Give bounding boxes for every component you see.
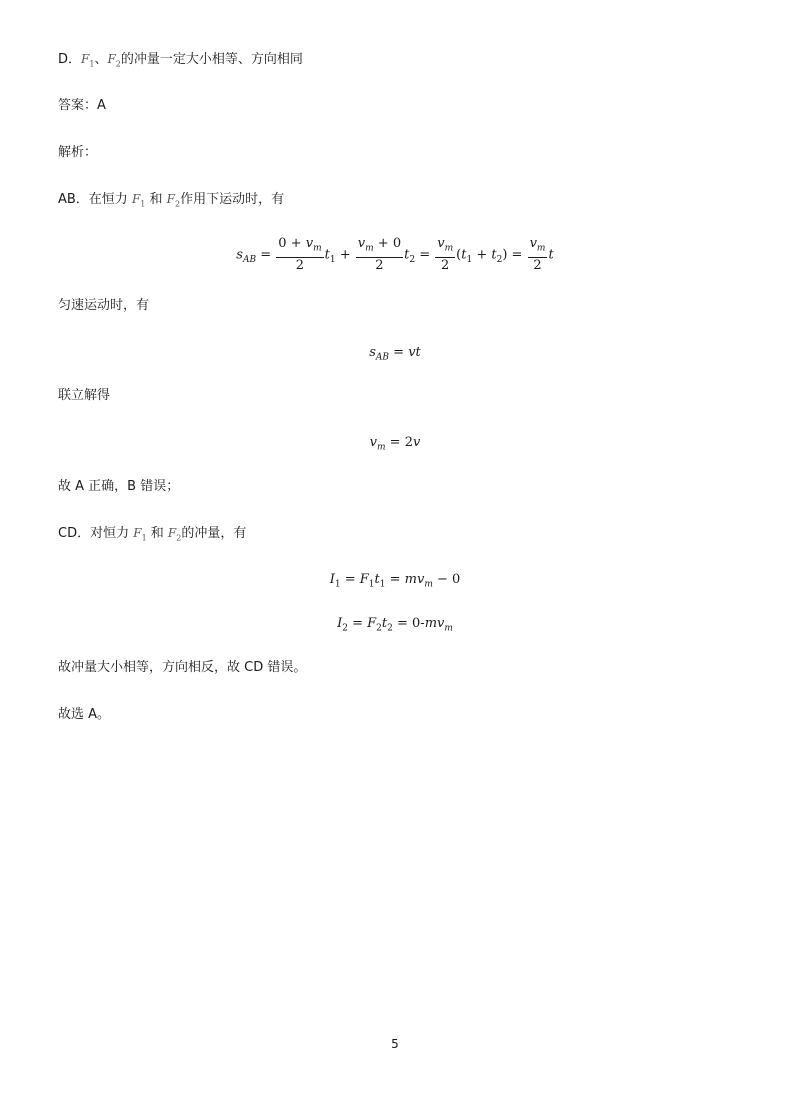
equation-displacement: $s_{AB}$ = $\frac{0 + v_m}{2}$ $t_1$ + $\frac{v_m + 0}{2}$ $t_2$ = $\frac{v_m}{2}$ $(t_1 + t_2)$ = $\frac{v_m}{2}$ t [236, 236, 554, 273]
force-f1: $F_1$ [131, 192, 146, 209]
fraction: $\frac{0 + v_m}{2}$ [278, 236, 322, 273]
fraction: $\frac{v_m + 0}{2}$ [357, 236, 402, 273]
final-answer: 故选 A。 [58, 707, 111, 722]
equation-uniform: $s_{AB}$ = vt [369, 345, 421, 363]
fraction: $\frac{v_m}{2}$ [529, 236, 546, 273]
ab-intro: AB．在恒力 $F_1$ 和 $F_2$作用下运动时，有 [58, 192, 285, 209]
force-f1: $F_1$ [133, 526, 147, 543]
page-number: 5 [391, 1037, 399, 1051]
answer: 答案：A [58, 98, 106, 113]
conclusion-ab: 故 A 正确，B 错误； [58, 479, 180, 494]
cd-intro: CD．对恒力 $F_1$ 和 $F_2$的冲量，有 [58, 526, 247, 543]
uniform-motion-line: 匀速运动时，有 [58, 298, 150, 313]
option-d: D．$F_1$、$F_2$的冲量一定大小相等、方向相同 [58, 52, 303, 69]
force-f2: $F_2$ [107, 52, 121, 69]
force-f1: $F_1$ [81, 52, 95, 69]
analysis-label: 解析： [58, 145, 98, 160]
force-f2: $F_2$ [166, 192, 181, 209]
equation-impulse-1: $I_1 = F_1t_1 = mv_m - 0$ [329, 572, 461, 590]
equation-impulse-2: $I_2 = F_2t_2 = 0-mv_m$ [337, 616, 453, 634]
conclusion-cd: 故冲量大小相等，方向相反，故 CD 错误。 [58, 660, 307, 675]
equation-vm: $v_m = 2v$ [369, 435, 421, 453]
combine-line: 联立解得 [58, 388, 111, 403]
force-f2: $F_2$ [167, 526, 182, 543]
fraction: $\frac{v_m}{2}$ [437, 236, 454, 273]
